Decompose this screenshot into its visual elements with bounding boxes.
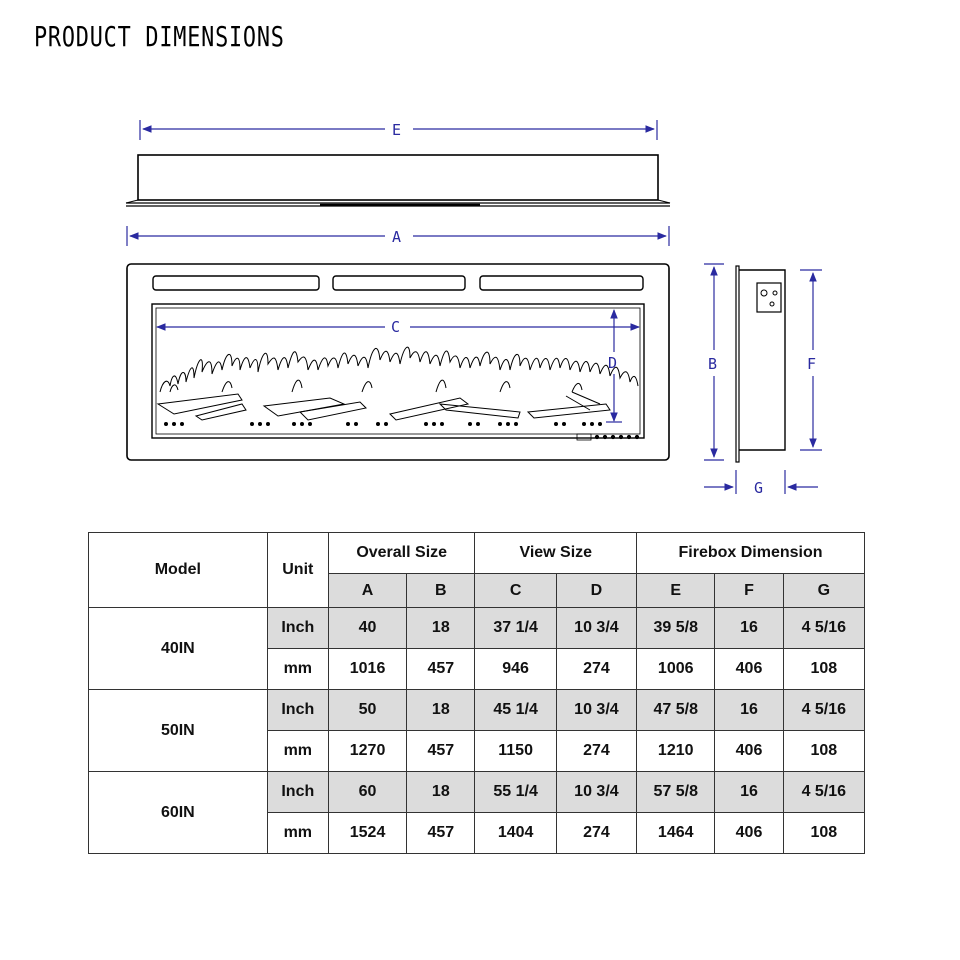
- model-cell: 40IN: [89, 608, 268, 690]
- header-col-d: D: [556, 574, 636, 608]
- value-cell: 274: [556, 813, 636, 854]
- table-row: [89, 772, 865, 813]
- logs: [158, 392, 610, 420]
- value-cell: 406: [715, 649, 783, 690]
- value-cell: 10 3/4: [556, 690, 636, 731]
- header-col-c: C: [475, 574, 556, 608]
- value-cell: 18: [407, 690, 475, 731]
- header-col-a: A: [328, 574, 406, 608]
- header-view-size: View Size: [475, 533, 637, 574]
- dimensions-table: [88, 532, 865, 854]
- value-cell: 4 5/16: [783, 608, 864, 649]
- value-cell: 1210: [637, 731, 715, 772]
- label-b: B: [708, 355, 718, 373]
- model-cell: 50IN: [89, 690, 268, 772]
- value-cell: 10 3/4: [556, 608, 636, 649]
- flames: [160, 347, 638, 392]
- value-cell: 108: [783, 813, 864, 854]
- value-cell: 274: [556, 731, 636, 772]
- header-firebox-dimension: Firebox Dimension: [637, 533, 865, 574]
- value-cell: 406: [715, 731, 783, 772]
- value-cell: 40: [328, 608, 406, 649]
- value-cell: 50: [328, 690, 406, 731]
- unit-cell: mm: [267, 649, 328, 690]
- value-cell: 457: [407, 649, 475, 690]
- value-cell: 1150: [475, 731, 556, 772]
- model-cell: 60IN: [89, 772, 268, 854]
- label-c: C: [391, 318, 401, 336]
- value-cell: 1006: [637, 649, 715, 690]
- top-view: [126, 155, 670, 206]
- value-cell: 1524: [328, 813, 406, 854]
- header-col-g: G: [783, 574, 864, 608]
- value-cell: 1404: [475, 813, 556, 854]
- header-model: Model: [89, 533, 268, 608]
- label-e: E: [392, 121, 402, 139]
- label-a: A: [392, 228, 402, 246]
- value-cell: 45 1/4: [475, 690, 556, 731]
- header-unit: Unit: [267, 533, 328, 608]
- unit-cell: Inch: [267, 772, 328, 813]
- value-cell: 1270: [328, 731, 406, 772]
- unit-cell: mm: [267, 813, 328, 854]
- header-col-f: F: [715, 574, 783, 608]
- value-cell: 57 5/8: [637, 772, 715, 813]
- embers: [164, 422, 602, 426]
- value-cell: 16: [715, 690, 783, 731]
- value-cell: 55 1/4: [475, 772, 556, 813]
- unit-cell: Inch: [267, 690, 328, 731]
- value-cell: 37 1/4: [475, 608, 556, 649]
- unit-cell: Inch: [267, 608, 328, 649]
- value-cell: 108: [783, 649, 864, 690]
- header-overall-size: Overall Size: [328, 533, 475, 574]
- label-f: F: [807, 355, 817, 373]
- value-cell: 4 5/16: [783, 690, 864, 731]
- header-col-e: E: [637, 574, 715, 608]
- value-cell: 406: [715, 813, 783, 854]
- value-cell: 1464: [637, 813, 715, 854]
- value-cell: 108: [783, 731, 864, 772]
- value-cell: 47 5/8: [637, 690, 715, 731]
- value-cell: 60: [328, 772, 406, 813]
- table-row: [89, 608, 865, 649]
- page-title: PRODUCT DIMENSIONS: [34, 20, 285, 53]
- value-cell: 4 5/16: [783, 772, 864, 813]
- table-row: [89, 690, 865, 731]
- label-d: D: [608, 354, 618, 372]
- value-cell: 16: [715, 772, 783, 813]
- label-g: G: [754, 479, 764, 497]
- value-cell: 457: [407, 731, 475, 772]
- unit-cell: mm: [267, 731, 328, 772]
- value-cell: 1016: [328, 649, 406, 690]
- value-cell: 946: [475, 649, 556, 690]
- value-cell: 457: [407, 813, 475, 854]
- value-cell: 18: [407, 608, 475, 649]
- value-cell: 39 5/8: [637, 608, 715, 649]
- value-cell: 10 3/4: [556, 772, 636, 813]
- value-cell: 16: [715, 608, 783, 649]
- header-col-b: B: [407, 574, 475, 608]
- value-cell: 274: [556, 649, 636, 690]
- side-view: [736, 266, 785, 462]
- value-cell: 18: [407, 772, 475, 813]
